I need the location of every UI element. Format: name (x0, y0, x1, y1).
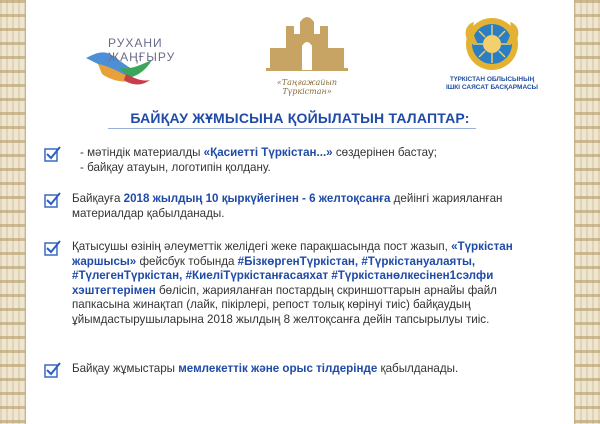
checkbox-checked-icon (44, 240, 62, 256)
emblem-caption-line1: ТҮРКІСТАН ОБЛЫСЫНЫҢ (449, 76, 535, 83)
checkbox-checked-icon (44, 192, 62, 208)
rukhani-logo-line2: ЖАҢҒЫРУ (108, 50, 176, 64)
requirement-1-line-1 (80, 146, 556, 161)
header-logos (40, 8, 560, 98)
state-emblem-icon (422, 14, 562, 74)
text-span: фейсбук тобында (136, 254, 238, 268)
ornament-border-left (0, 0, 26, 424)
rukhani-logo-line1: РУХАНИ (108, 36, 163, 50)
rukhani-zhangyru-logo (80, 14, 200, 94)
hashtags: #БізкөргенТүркістан, #Түркістануалаяты, #ТүлегенТүркістан, #КиеліТүркістанғасаяхат #Түркістанөлкесінен1сэлфи хэштегтерімен (72, 254, 494, 297)
text-span: дейінгі жарияланған материалдар қабылданады. (72, 192, 503, 220)
emblem-caption (422, 76, 562, 92)
mausoleum-icon (252, 8, 362, 78)
turkistan-logo-caption: «Таңғажайып Түркістан» (276, 78, 338, 96)
checkbox-checked-icon (44, 362, 62, 378)
text-span: Байқауға (72, 192, 124, 205)
kazakhstan-emblem (422, 14, 562, 98)
text-span: Байқау жұмыстары (72, 362, 179, 375)
requirement-text-4 (72, 362, 556, 377)
requirement-item-4 (44, 362, 556, 377)
checkbox-checked-icon (44, 146, 62, 162)
text-highlight: 2018 жылдың 10 қыркүйегінен - 6 желтоқсанға (123, 192, 391, 205)
requirement-text-2 (72, 192, 556, 221)
requirement-1-line-2: - байқау атауын, логотипін қолдану. (80, 160, 271, 174)
emblem-caption-line2: ІШКІ САЯСАТ БАСҚАРМАСЫ (445, 84, 539, 91)
requirement-text-1 (80, 146, 556, 175)
requirement-text-3 (72, 240, 556, 327)
text-span: сөздерінен бастау; (332, 146, 438, 159)
ornament-border-right (574, 0, 600, 424)
text-span: Қатысушы өзінің әлеуметтік желідегі жеке парақшасында пост жазып, (72, 240, 452, 253)
text-span: - мәтіндік материалды (80, 146, 204, 159)
page-title: БАЙҚАУ ЖҰМЫСЫНА ҚОЙЫЛАТЫН ТАЛАПТАР: (130, 110, 470, 126)
text-highlight: «Түркістан жаршысы» (72, 240, 513, 268)
requirement-item-2 (44, 192, 556, 221)
text-span: бөлісіп, жарияланған постардың скриншоттарын арнайы файл папкасына жинақтап (лайк, пікірлері, репост толық көрінуі тиіс) байқаудың ұйымдастырушыларына 2018 жылдың 8 желтоқсанға дейін тапсырылуы тиіс. (72, 283, 497, 326)
title-divider (108, 128, 476, 129)
text-span: қабылданады. (377, 362, 459, 375)
requirement-item-3 (44, 240, 556, 327)
requirement-item-1 (44, 146, 556, 175)
text-highlight: «Қасиетті Түркістан...» (203, 146, 333, 159)
tangazhaiyp-turkistan-logo (252, 8, 362, 98)
text-highlight: мемлекеттік және орыс тілдерінде (178, 362, 378, 375)
